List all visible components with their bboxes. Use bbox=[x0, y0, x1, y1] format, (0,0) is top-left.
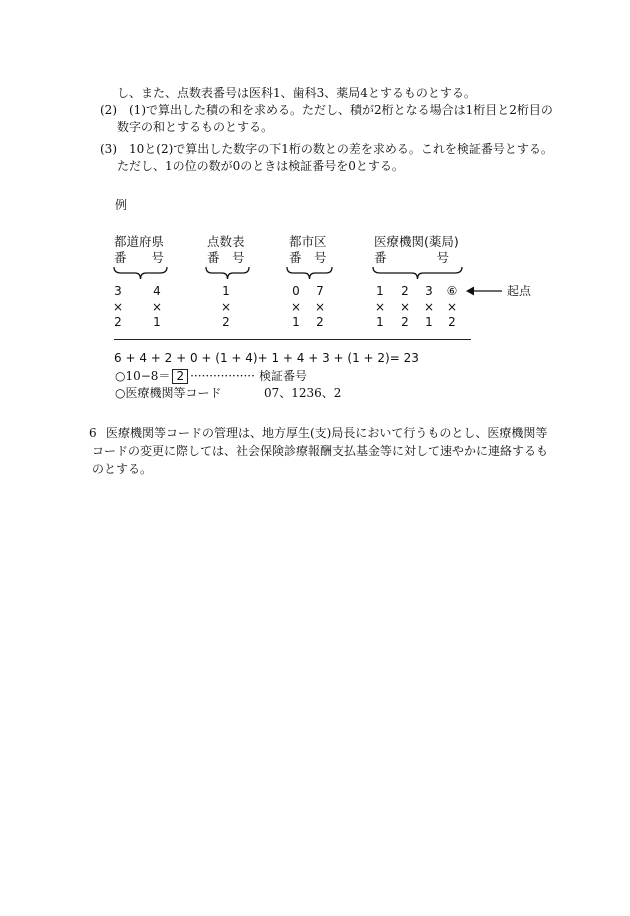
times-2: × bbox=[151, 300, 163, 314]
digit-5: 7 bbox=[316, 284, 324, 298]
times-4: × bbox=[290, 300, 302, 314]
section-6-number: 6 bbox=[89, 426, 97, 440]
digit-7: 2 bbox=[401, 284, 409, 298]
times-5: × bbox=[314, 300, 326, 314]
body-line-5: ただし、1の位の数が0のときは検証番号を0とする。 bbox=[117, 159, 404, 173]
left-arrow-icon bbox=[465, 285, 503, 297]
header-city: 都市区 bbox=[289, 234, 327, 249]
digit-2: 4 bbox=[153, 284, 161, 298]
digit-8: 3 bbox=[425, 284, 433, 298]
example-label: 例 bbox=[115, 198, 128, 212]
body-line-3: 数字の和とするものとする。 bbox=[117, 120, 274, 134]
times-3: × bbox=[220, 300, 232, 314]
section-6-line-1: 医療機関等コードの管理は、地方厚生(支)局長において行うものとし、医療機関等 bbox=[106, 426, 548, 440]
sum-divider bbox=[114, 339, 471, 340]
brace-institution bbox=[372, 266, 463, 280]
weight-5: 2 bbox=[316, 315, 324, 329]
digit-1: 3 bbox=[114, 284, 122, 298]
times-6: × bbox=[374, 300, 386, 314]
digit-6: 1 bbox=[376, 284, 384, 298]
code-value: 07、1236、2 bbox=[264, 386, 342, 400]
times-1: × bbox=[112, 300, 124, 314]
header-prefecture-sub: 番 号 bbox=[114, 250, 165, 265]
digit-9-check: ⑥ bbox=[446, 284, 458, 298]
header-institution-sub: 番 号 bbox=[374, 250, 450, 265]
weight-3: 2 bbox=[222, 315, 230, 329]
brace-fee-table bbox=[205, 266, 250, 280]
header-fee-table-sub: 番 号 bbox=[207, 250, 245, 265]
weight-8: 1 bbox=[425, 315, 433, 329]
check-prefix: ○10−8＝ bbox=[115, 369, 171, 383]
body-line-2: (2) (1)で算出した積の和を求める。ただし、積が2桁となる場合は1桁目と2桁目の bbox=[100, 103, 553, 117]
times-8: × bbox=[423, 300, 435, 314]
digit-3: 1 bbox=[222, 284, 230, 298]
digit-4: 0 bbox=[292, 284, 300, 298]
sum-line: 6 + 4 + 2 + 0 + (1 + 4)+ 1 + 4 + 3 + (1 + 2)= 23 bbox=[114, 351, 419, 365]
header-city-sub: 番 号 bbox=[289, 250, 327, 265]
header-fee-table: 点数表 bbox=[207, 234, 245, 249]
header-institution: 医療機関(薬局) bbox=[374, 234, 459, 249]
code-label: ○医療機関等コード bbox=[115, 386, 222, 400]
check-digit-box: 2 bbox=[172, 369, 188, 384]
section-6-line-2: コードの変更に際しては、社会保険診療報酬支払基金等に対して速やかに連絡するも bbox=[92, 444, 549, 458]
weight-1: 2 bbox=[114, 315, 122, 329]
times-7: × bbox=[399, 300, 411, 314]
check-digit-line bbox=[115, 369, 307, 384]
section-6-line-3: のとする。 bbox=[92, 462, 153, 476]
body-line-4: (3) 10と(2)で算出した数字の下1桁の数との差を求める。これを検証番号とする。 bbox=[100, 142, 553, 156]
weight-2: 1 bbox=[153, 315, 161, 329]
weight-4: 1 bbox=[292, 315, 300, 329]
check-label: 検証番号 bbox=[258, 369, 307, 383]
weight-9: 2 bbox=[448, 315, 456, 329]
body-line-1: し、また、点数表番号は医科1、歯科3、薬局4とするものとする。 bbox=[117, 86, 476, 100]
weight-6: 1 bbox=[376, 315, 384, 329]
check-leader: ················· bbox=[190, 369, 255, 383]
weight-7: 2 bbox=[401, 315, 409, 329]
header-prefecture: 都道府県 bbox=[114, 234, 165, 249]
brace-prefecture bbox=[113, 266, 168, 280]
brace-city bbox=[286, 266, 333, 280]
times-9: × bbox=[446, 300, 458, 314]
origin-label: 起点 bbox=[507, 284, 532, 298]
